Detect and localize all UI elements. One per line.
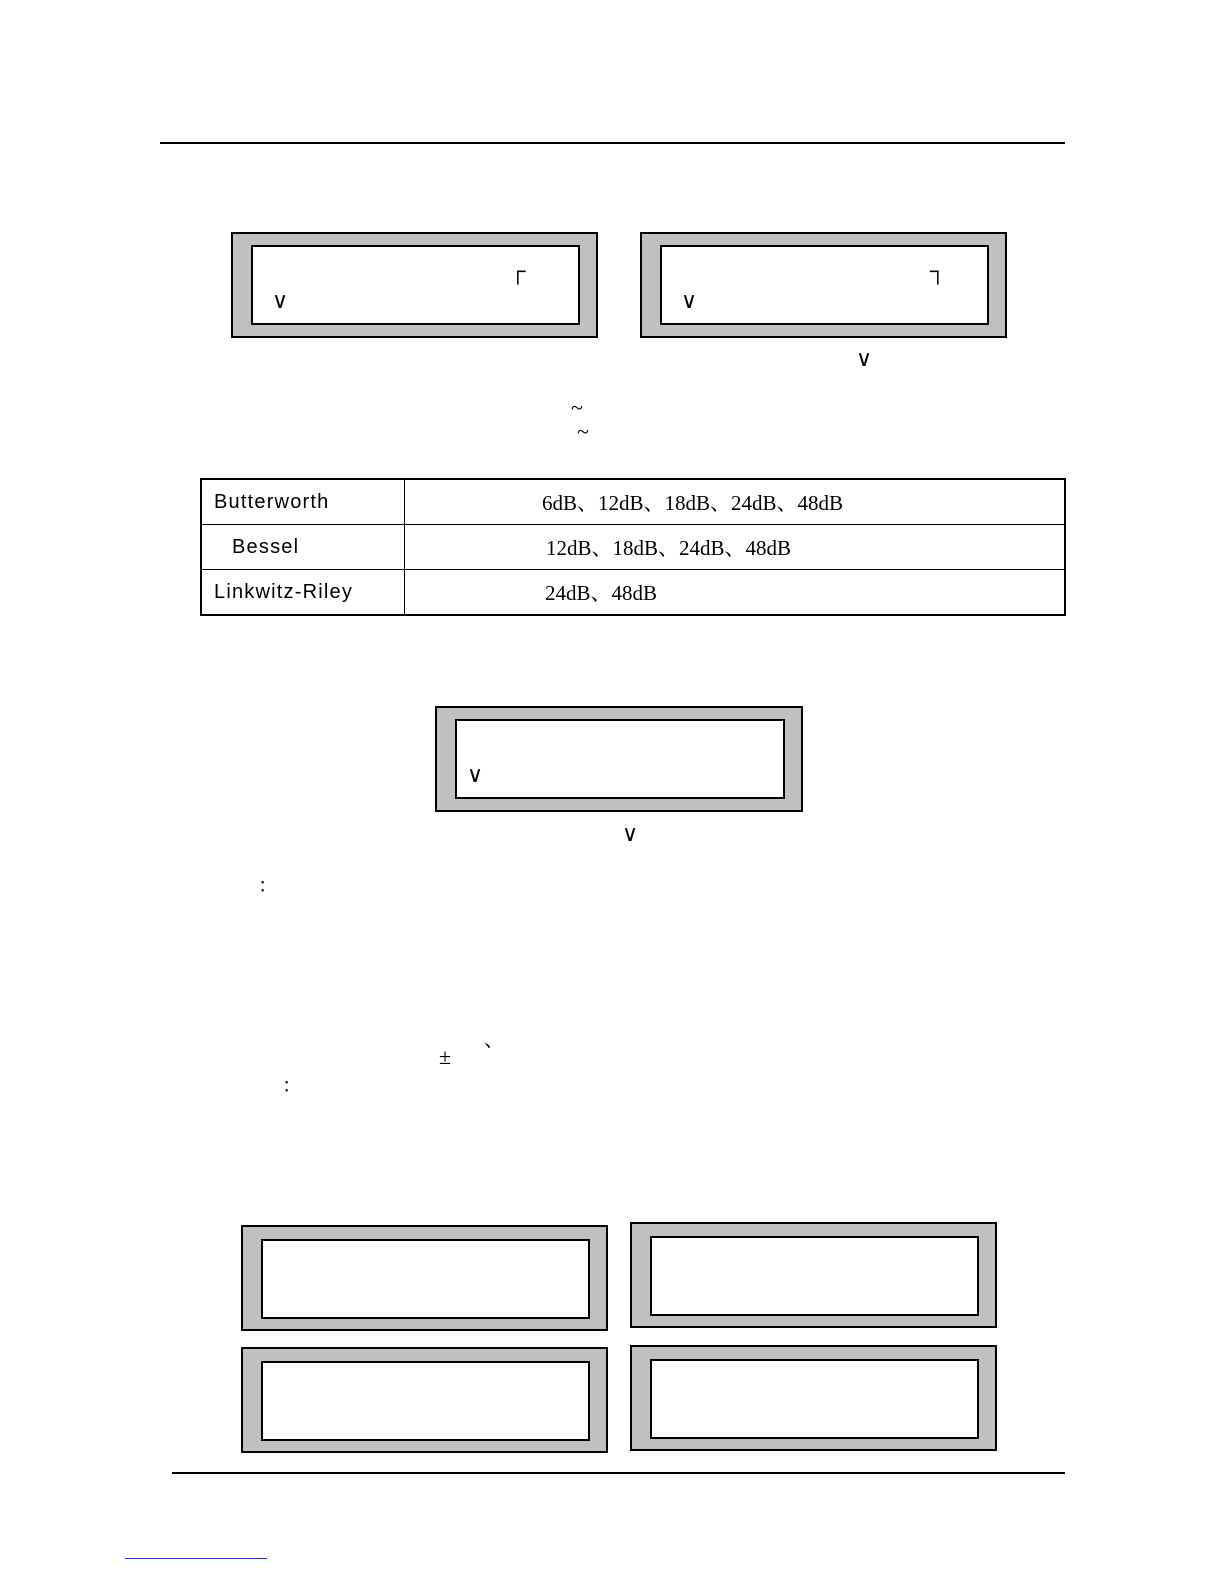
colon-mark: ： [282,1075,302,1097]
filter-slopes-cell: 6dB、12dB、18dB、24dB、48dB [405,479,1066,525]
filter-slope-table [200,478,1066,616]
filter-type-cell: Linkwitz-Riley [201,570,405,616]
lcd-screen [455,719,785,799]
lcd-center-display [435,706,803,812]
link-underline[interactable] [125,1558,267,1559]
range-tilde-icon: ~ [571,395,583,420]
filter-type-cell: Butterworth [201,479,405,525]
lcd-display-bottom-left-top [241,1225,608,1331]
lowpass-corner-icon: ┐ [930,258,946,283]
lcd-display-bottom-left-bottom [241,1347,608,1453]
lcd-screen [261,1239,590,1319]
enum-comma-mark: 、 [484,1029,504,1051]
check-mark-icon: ∨ [681,288,698,313]
table-row [201,479,1065,525]
lcd-screen [650,1359,979,1439]
lcd-lowpass-display [640,232,1007,338]
lcd-highpass-display [231,232,598,338]
table-row [201,525,1065,570]
lcd-screen [261,1361,590,1441]
check-mark-icon: ∨ [467,762,484,787]
table-row [201,570,1065,616]
check-mark-icon: ∨ [856,346,873,371]
lcd-display-bottom-right-bottom [630,1345,997,1451]
header-rule [160,142,1065,144]
lcd-screen [660,245,989,325]
lcd-screen [251,245,580,325]
check-mark-icon: ∨ [272,288,289,313]
lcd-screen [650,1236,979,1316]
colon-mark: ： [258,875,278,897]
check-mark-icon: ∨ [622,821,639,846]
highpass-corner-icon: ┌ [510,258,526,283]
filter-slopes-cell: 24dB、48dB [405,570,1066,616]
plus-minus-icon: ± [439,1044,452,1069]
filter-slopes-cell: 12dB、18dB、24dB、48dB [405,525,1066,570]
filter-type-cell: Bessel [201,525,405,570]
footer-rule [172,1472,1065,1474]
range-tilde-icon: ~ [577,419,589,444]
lcd-display-bottom-right-top [630,1222,997,1328]
